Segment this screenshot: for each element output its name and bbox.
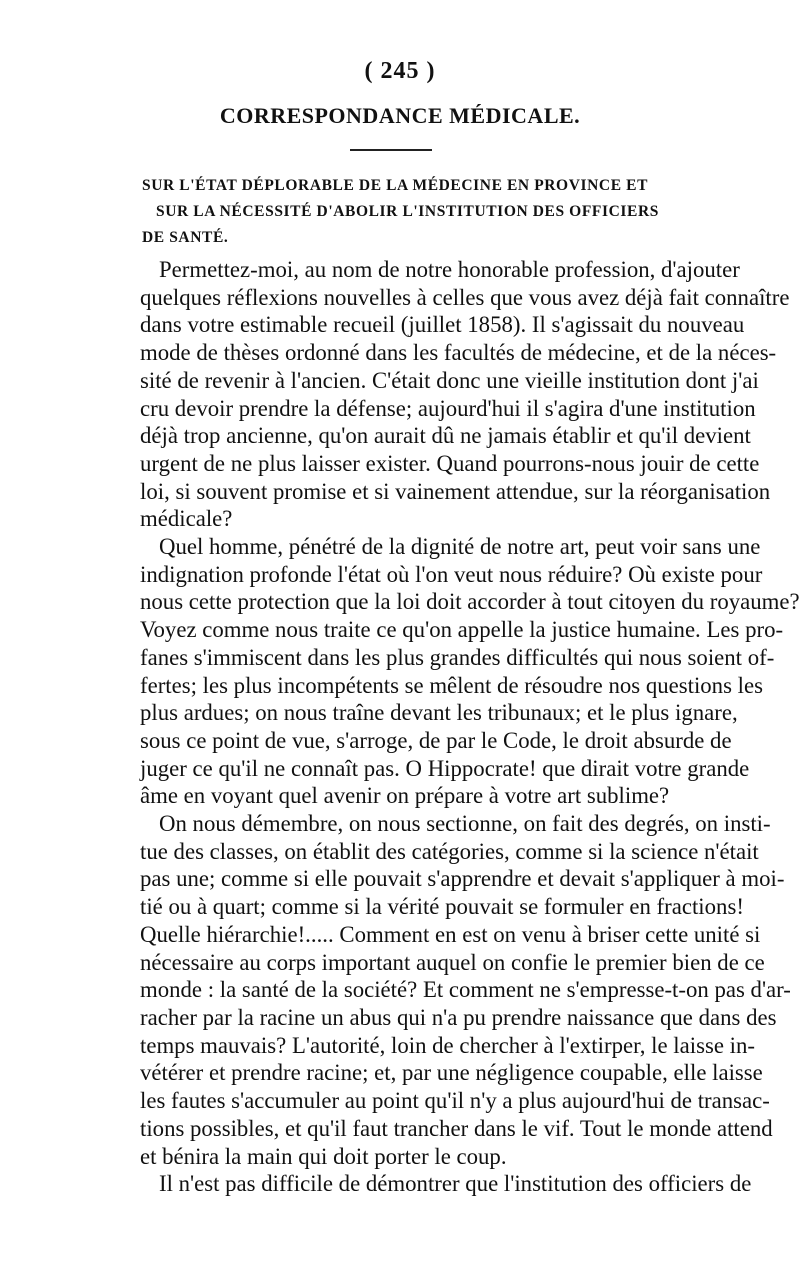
- text-line: Permettez-moi, au nom de notre honorable profession, d'ajouter: [159, 257, 740, 282]
- text-line: racher par la racine un abus qui n'a pu prendre naissance que dans des: [140, 1004, 777, 1030]
- paragraph: [140, 810, 791, 1170]
- text-line: sité de revenir à l'ancien. C'était donc une vieille institution dont j'ai: [140, 367, 759, 393]
- section-title: CORRESPONDANCE MÉDICALE.: [219, 103, 581, 128]
- text-line: urgent de ne plus laisser exister. Quand pourrons-nous jouir de cette: [140, 450, 760, 476]
- page-number: ( 245 ): [364, 58, 436, 84]
- text-line: Voyez comme nous traite ce qu'on appelle la justice humaine. Les pro-: [140, 617, 784, 643]
- text-line: cru devoir prendre la défense; aujourd'hui il s'agira d'une institution: [140, 395, 756, 421]
- text-line: pas une; comme si elle pouvait s'apprendre et devait s'appliquer à moi-: [140, 866, 785, 892]
- text-line: temps mauvais? L'autorité, loin de chercher à l'extirper, le laisse in-: [140, 1032, 755, 1058]
- paragraph: [140, 256, 790, 533]
- text-line: tions possibles, et qu'il faut trancher dans le vif. Tout le monde attend: [140, 1115, 773, 1141]
- subtitle-line: SUR L'ÉTAT DÉPLORABLE DE LA MÉDECINE EN PROVINCE ET: [142, 177, 649, 194]
- text-line: déjà trop ancienne, qu'on aurait dû ne jamais établir et qu'il devient: [140, 423, 751, 449]
- text-line: dans votre estimable recueil (juillet 1858). Il s'agissait du nouveau: [140, 312, 745, 338]
- text-line: juger ce qu'il ne connaît pas. O Hippocrate! que dirait votre grande: [140, 755, 750, 781]
- text-line: médicale?: [140, 506, 233, 532]
- text-line: mode de thèses ordonné dans les facultés de médecine, et de la néces-: [140, 340, 777, 366]
- text-line: quelques réflexions nouvelles à celles que vous avez déjà fait connaître: [140, 284, 790, 310]
- paragraph: [140, 533, 800, 810]
- text-line: indignation profonde l'état où l'on veut nous réduire? Où existe pour: [140, 561, 763, 587]
- text-line: fanes s'immiscent dans les plus grandes difficultés qui nous soient of-: [140, 644, 775, 670]
- subtitle-line: DE SANTÉ.: [142, 229, 229, 246]
- text-line: et bénira la main qui doit porter le coup.: [140, 1143, 507, 1169]
- text-line: Quelle hiérarchie!..... Comment en est on venu à briser cette unité si: [140, 921, 761, 947]
- text-line: les fautes s'accumuler au point qu'il n'y a plus aujourd'hui de transac-: [140, 1088, 770, 1114]
- text-line: tue des classes, on établit des catégories, comme si la science n'était: [140, 838, 759, 864]
- subtitle-line: SUR LA NÉCESSITÉ D'ABOLIR L'INSTITUTION DES OFFICIERS: [156, 203, 659, 220]
- article-subtitle: [142, 173, 682, 251]
- text-line: nécessaire au corps important auquel on confie le premier bien de ce: [140, 949, 765, 975]
- article-body: [140, 256, 800, 1198]
- text-line: On nous démembre, on nous sectionne, on fait des degrés, on insti-: [159, 811, 771, 837]
- text-line: âme en voyant quel avenir on prépare à votre art sublime?: [140, 783, 670, 809]
- text-line: nous cette protection que la loi doit accorder à tout citoyen du royaume?: [140, 589, 800, 615]
- paragraph: [140, 1170, 752, 1198]
- text-line: tié ou à quart; comme si la vérité pouvait se formuler en fractions!: [140, 894, 744, 920]
- text-line: loi, si souvent promise et si vainement attendue, sur la réorganisation: [140, 478, 771, 504]
- text-line: Il n'est pas difficile de démontrer que l'institution des officiers de: [159, 1171, 752, 1197]
- text-line: Quel homme, pénétré de la dignité de notre art, peut voir sans une: [159, 534, 761, 560]
- text-line: vétérer et prendre racine; et, par une négligence coupable, elle laisse: [140, 1060, 763, 1086]
- text-line: plus ardues; on nous traîne devant les tribunaux; et le plus ignare,: [140, 700, 738, 726]
- text-line: fertes; les plus incompétents se mêlent de résoudre nos questions les: [140, 672, 763, 698]
- text-line: sous ce point de vue, s'arroge, de par le Code, le droit absurde de: [140, 727, 732, 753]
- title-divider: [350, 149, 432, 151]
- text-line: monde : la santé de la société? Et comment ne s'empresse-t-on pas d'ar-: [140, 977, 791, 1003]
